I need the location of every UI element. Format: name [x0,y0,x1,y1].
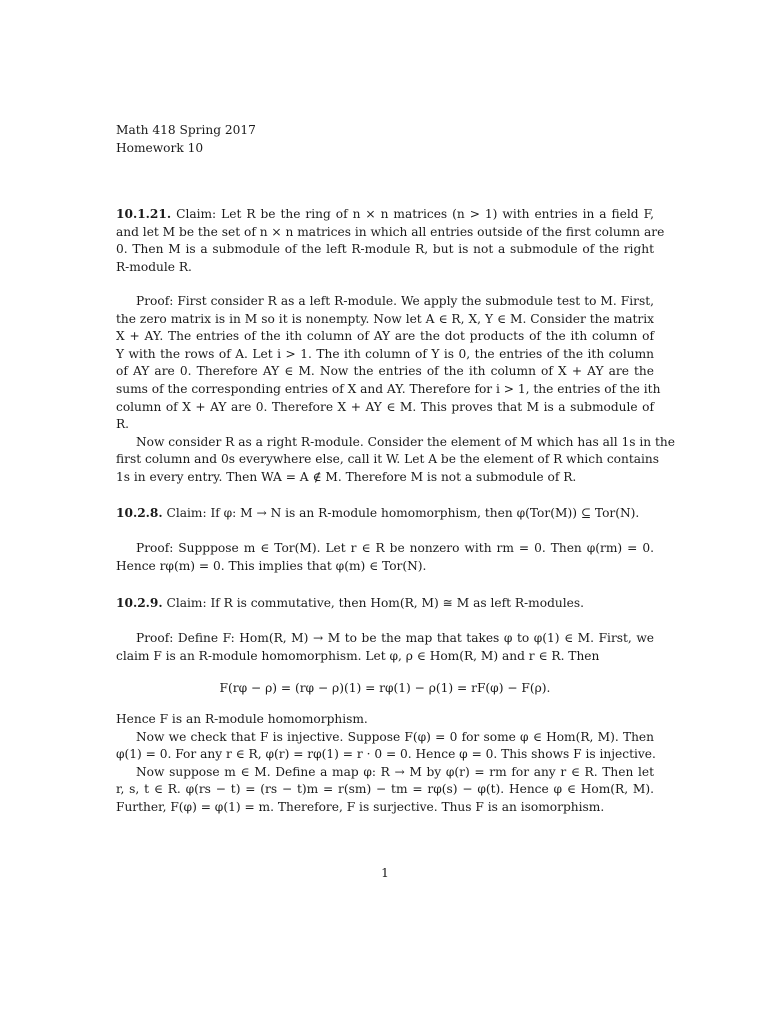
proof-line: r, s, t ∈ R. φ(rs − t) = (rs − t)m = r(sm) − tm = rφ(s) − φ(t). Hence φ ∈ Hom(R, M). [116,782,654,797]
proof-line: Proof: Define F: Hom(R, M) → M to be the map that takes φ to φ(1) ∈ M. First, we [136,631,654,645]
proof-line: Hence rφ(m) = 0. This implies that φ(m) ∈ Tor(N). [116,558,427,573]
proof-line: Proof: First consider R as a left R-module. We apply the submodule test to M. First, [136,294,654,308]
proof-line: R. [116,417,130,432]
claim-line: R-module R. [116,259,192,274]
equation-line: F(rφ − ρ) = (rφ − ρ)(1) = rφ(1) − ρ(1) = rF(φ) − F(ρ). [219,681,551,695]
problem-10-2-9-proof [116,630,654,665]
proof-line: φ(1) = 0. For any r ∈ R, φ(r) = rφ(1) = r · 0 = 0. Hence φ = 0. This shows F is injective. [116,747,656,762]
proof-line: X + AY. The entries of the ith column of AY are the dot products of the ith column of [116,329,654,344]
proof-line: Further, F(φ) = φ(1) = m. Therefore, F is surjective. Thus F is an isomorphism. [116,799,605,814]
proof-line: of AY are 0. Therefore AY ∈ M. Now the entries of the ith column of X + AY are the [116,364,654,379]
problem-number: 10.2.8. [116,506,163,520]
document-header [116,122,256,157]
claim-line: and let M be the set of n × n matrices in which all entries outside of the first column are [116,224,665,239]
display-equation [116,680,654,698]
proof-line: claim F is an R-module homomorphism. Let φ, ρ ∈ Hom(R, M) and r ∈ R. Then [116,648,600,663]
proof-line: sums of the corresponding entries of X and AY. Therefore for i > 1, the entries of the ith [116,381,661,396]
proof-line: first column and 0s everywhere else, call it W. Let A be the element of R which contains [116,452,660,467]
page-number: 1 [381,866,389,880]
problem-10-1-21-claim [116,206,665,276]
problem-number: 10.1.21. [116,207,172,221]
proof-line: Hence F is an R-module homomorphism. [116,712,368,726]
proof-line: Y with the rows of A. Let i > 1. The ith column of Y is 0, the entries of the ith column [116,346,654,361]
claim-line: 10.1.21. Claim: Let R be the ring of n × n matrices (n > 1) with entries in a field F, [116,207,654,221]
problem-10-1-21-proof [116,293,675,487]
problem-10-2-9-proof-continued [116,711,654,817]
proof-line: Now we check that F is injective. Suppose F(φ) = 0 for some φ ∈ Hom(R, M). Then [136,729,654,744]
proof-line: the zero matrix is in M so it is nonempty. Now let A ∈ R, X, Y ∈ M. Consider the matrix [116,311,654,326]
problem-10-2-8-claim [116,505,654,523]
problem-10-2-9-claim [116,595,654,613]
proof-line: Proof: Supppose m ∈ Tor(M). Let r ∈ R be nonzero with rm = 0. Then φ(rm) = 0. [136,541,654,555]
proof-line: 1s in every entry. Then WA = A ∉ M. Therefore M is not a submodule of R. [116,469,577,484]
claim-line: 10.2.8. Claim: If φ: M → N is an R-module homomorphism, then φ(Tor(M)) ⊆ Tor(N). [116,506,640,520]
course-line: Math 418 Spring 2017 [116,123,256,137]
problem-number: 10.2.9. [116,596,163,610]
proof-line: Now suppose m ∈ M. Define a map φ: R → M by φ(r) = rm for any r ∈ R. Then let [136,764,654,779]
claim-line: 0. Then M is a submodule of the left R-module R, but is not a submodule of the right [116,242,654,257]
problem-10-2-8-proof [116,540,654,575]
proof-line: Now consider R as a right R-module. Consider the element of M which has all 1s in the [136,434,675,449]
claim-line: 10.2.9. Claim: If R is commutative, then Hom(R, M) ≅ M as left R-modules. [116,596,584,610]
assignment-line: Homework 10 [116,140,204,155]
proof-line: column of X + AY are 0. Therefore X + AY ∈ M. This proves that M is a submodule of [116,399,654,414]
